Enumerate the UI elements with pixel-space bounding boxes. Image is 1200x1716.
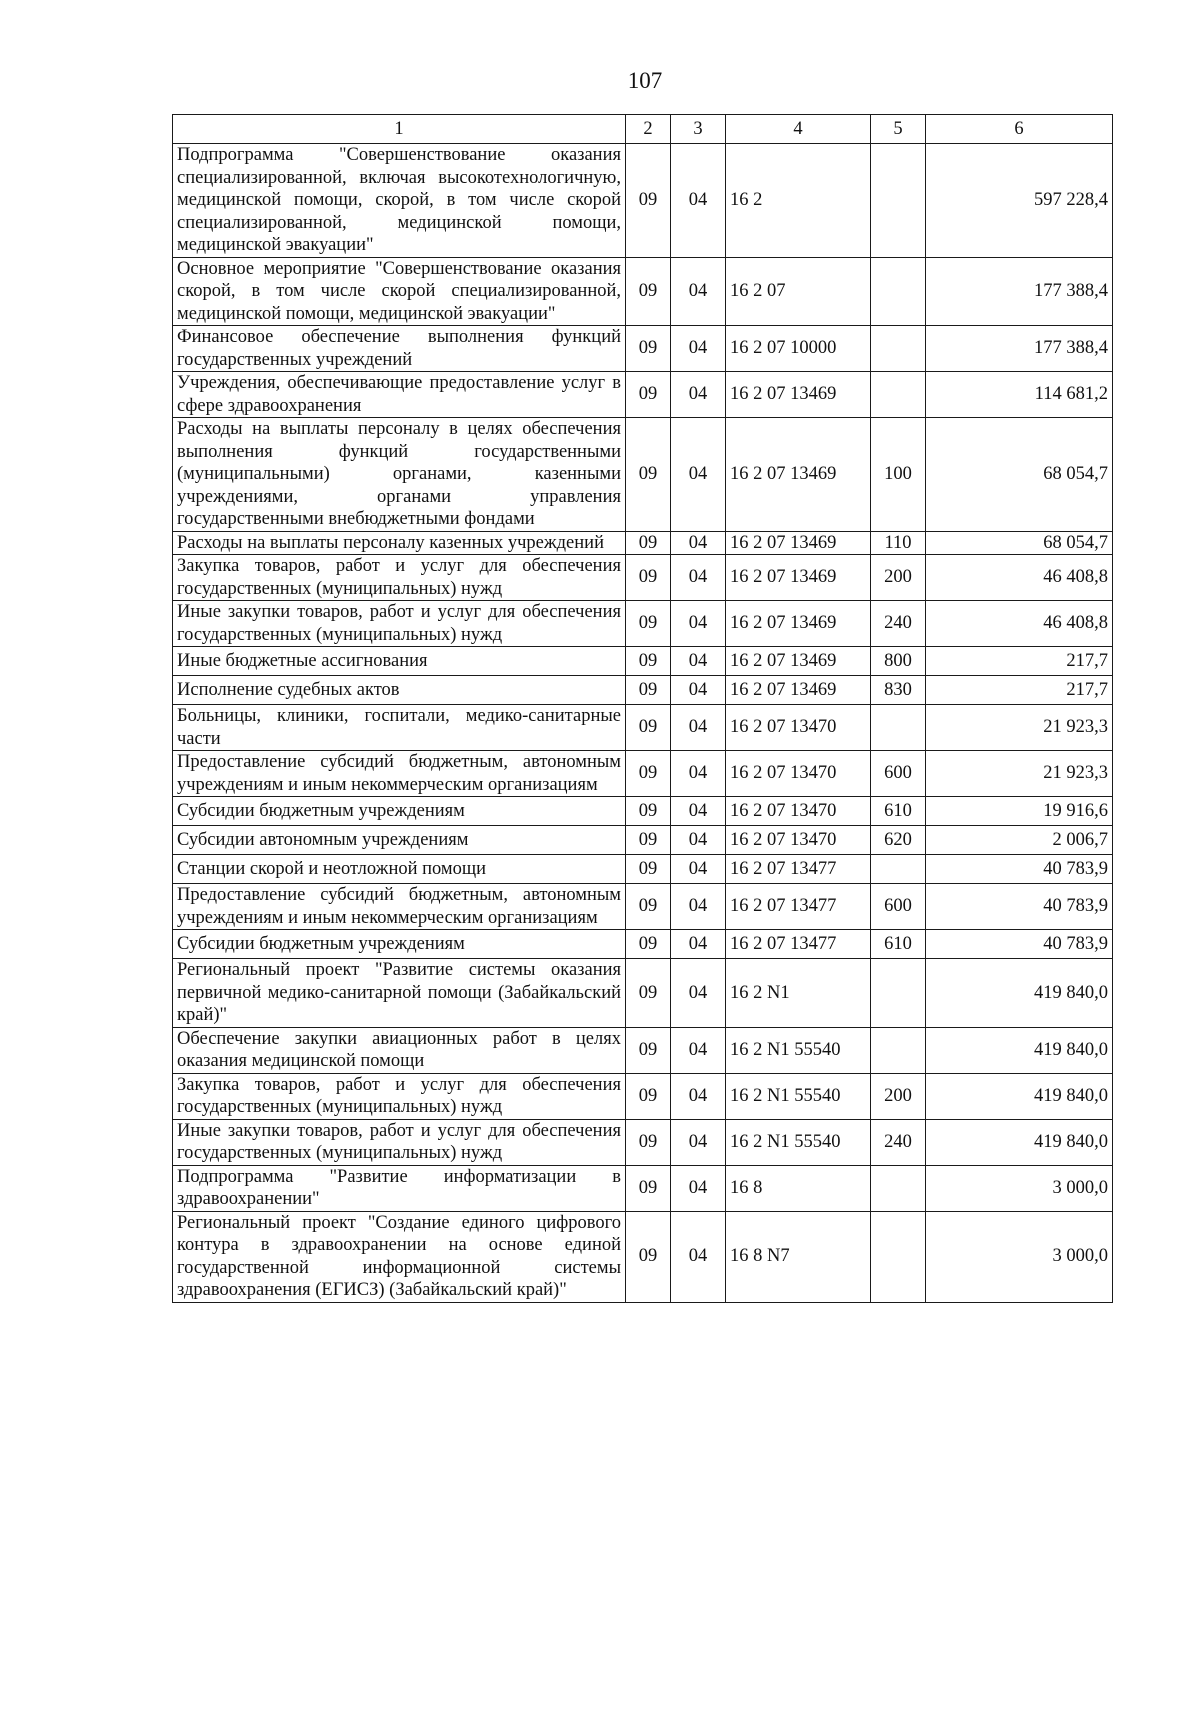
expense-type-cell: 240 [871,1119,926,1165]
section-code-cell: 09 [626,959,671,1028]
table-row [173,855,1113,884]
row-name-cell: Расходы на выплаты персоналу казенных учреждений [173,531,626,555]
subsection-code-cell: 04 [671,959,726,1028]
amount-cell: 21 923,3 [926,705,1113,751]
expense-type-cell [871,257,926,326]
section-code-cell: 09 [626,372,671,418]
section-code-cell: 09 [626,1119,671,1165]
amount-cell: 3 000,0 [926,1165,1113,1211]
table-row [173,1119,1113,1165]
expense-type-cell: 200 [871,555,926,601]
expense-type-cell [871,1027,926,1073]
table-row [173,959,1113,1028]
table-row [173,930,1113,959]
subsection-code-cell: 04 [671,826,726,855]
row-name-cell: Учреждения, обеспечивающие предоставление услуг в сфере здравоохранения [173,372,626,418]
target-article-cell: 16 2 07 13477 [726,855,871,884]
table-row [173,601,1113,647]
expense-type-cell: 600 [871,884,926,930]
subsection-code-cell: 04 [671,1165,726,1211]
target-article-cell: 16 2 07 13469 [726,372,871,418]
row-name-cell: Исполнение судебных актов [173,676,626,705]
column-header-1: 1 [173,115,626,144]
target-article-cell: 16 2 07 13470 [726,705,871,751]
column-header-3: 3 [671,115,726,144]
table-row [173,1027,1113,1073]
target-article-cell: 16 2 [726,144,871,258]
subsection-code-cell: 04 [671,705,726,751]
target-article-cell: 16 2 07 13469 [726,555,871,601]
section-code-cell: 09 [626,418,671,532]
expense-type-cell: 600 [871,751,926,797]
subsection-code-cell: 04 [671,531,726,555]
section-code-cell: 09 [626,797,671,826]
target-article-cell: 16 2 07 13470 [726,751,871,797]
subsection-code-cell: 04 [671,372,726,418]
row-name-cell: Иные закупки товаров, работ и услуг для обеспечения государственных (муниципальных) нужд [173,1119,626,1165]
subsection-code-cell: 04 [671,647,726,676]
table-row [173,1073,1113,1119]
subsection-code-cell: 04 [671,1073,726,1119]
table-row [173,372,1113,418]
row-name-cell: Иные бюджетные ассигнования [173,647,626,676]
header-row [173,115,1113,144]
target-article-cell: 16 8 N7 [726,1211,871,1302]
target-article-cell: 16 2 07 13469 [726,418,871,532]
section-code-cell: 09 [626,751,671,797]
section-code-cell: 09 [626,884,671,930]
amount-cell: 40 783,9 [926,855,1113,884]
table-row [173,257,1113,326]
section-code-cell: 09 [626,855,671,884]
row-name-cell: Субсидии бюджетным учреждениям [173,930,626,959]
subsection-code-cell: 04 [671,884,726,930]
target-article-cell: 16 2 N1 55540 [726,1073,871,1119]
row-name-cell: Больницы, клиники, госпитали, медико-санитарные части [173,705,626,751]
amount-cell: 419 840,0 [926,959,1113,1028]
amount-cell: 177 388,4 [926,257,1113,326]
subsection-code-cell: 04 [671,797,726,826]
section-code-cell: 09 [626,144,671,258]
table-row [173,647,1113,676]
row-name-cell: Подпрограмма "Развитие информатизации в здравоохранении" [173,1165,626,1211]
amount-cell: 217,7 [926,647,1113,676]
subsection-code-cell: 04 [671,855,726,884]
target-article-cell: 16 2 07 [726,257,871,326]
target-article-cell: 16 2 N1 [726,959,871,1028]
section-code-cell: 09 [626,705,671,751]
row-name-cell: Предоставление субсидий бюджетным, автономным учреждениям и иным некоммерческим организациям [173,884,626,930]
amount-cell: 21 923,3 [926,751,1113,797]
expense-type-cell: 800 [871,647,926,676]
section-code-cell: 09 [626,930,671,959]
table-header [173,115,1113,144]
section-code-cell: 09 [626,676,671,705]
amount-cell: 419 840,0 [926,1027,1113,1073]
amount-cell: 597 228,4 [926,144,1113,258]
section-code-cell: 09 [626,647,671,676]
subsection-code-cell: 04 [671,1119,726,1165]
expense-type-cell: 100 [871,418,926,532]
subsection-code-cell: 04 [671,751,726,797]
section-code-cell: 09 [626,1165,671,1211]
target-article-cell: 16 2 07 13469 [726,647,871,676]
section-code-cell: 09 [626,326,671,372]
amount-cell: 419 840,0 [926,1073,1113,1119]
expense-type-cell: 830 [871,676,926,705]
section-code-cell: 09 [626,826,671,855]
expense-type-cell: 200 [871,1073,926,1119]
expense-type-cell [871,144,926,258]
expense-type-cell: 240 [871,601,926,647]
expense-type-cell [871,855,926,884]
row-name-cell: Закупка товаров, работ и услуг для обеспечения государственных (муниципальных) нужд [173,555,626,601]
expense-type-cell: 610 [871,930,926,959]
row-name-cell: Финансовое обеспечение выполнения функций государственных учреждений [173,326,626,372]
amount-cell: 2 006,7 [926,826,1113,855]
row-name-cell: Субсидии автономным учреждениям [173,826,626,855]
table-row [173,884,1113,930]
amount-cell: 40 783,9 [926,930,1113,959]
row-name-cell: Обеспечение закупки авиационных работ в целях оказания медицинской помощи [173,1027,626,1073]
budget-table [172,114,1113,1303]
amount-cell: 419 840,0 [926,1119,1113,1165]
row-name-cell: Основное мероприятие "Совершенствование оказания скорой, в том числе скорой специализированной, медицинской помощи, медицинской эвакуации" [173,257,626,326]
subsection-code-cell: 04 [671,555,726,601]
expense-type-cell: 110 [871,531,926,555]
expense-type-cell [871,326,926,372]
column-header-2: 2 [626,115,671,144]
section-code-cell: 09 [626,1211,671,1302]
subsection-code-cell: 04 [671,257,726,326]
table-row [173,1165,1113,1211]
table-row [173,555,1113,601]
expense-type-cell [871,959,926,1028]
target-article-cell: 16 2 07 10000 [726,326,871,372]
subsection-code-cell: 04 [671,418,726,532]
row-name-cell: Субсидии бюджетным учреждениям [173,797,626,826]
subsection-code-cell: 04 [671,1027,726,1073]
table-body [173,144,1113,1303]
amount-cell: 40 783,9 [926,884,1113,930]
amount-cell: 177 388,4 [926,326,1113,372]
target-article-cell: 16 2 N1 55540 [726,1119,871,1165]
row-name-cell: Иные закупки товаров, работ и услуг для обеспечения государственных (муниципальных) нужд [173,601,626,647]
expense-type-cell: 610 [871,797,926,826]
target-article-cell: 16 2 07 13477 [726,930,871,959]
subsection-code-cell: 04 [671,601,726,647]
table-row [173,531,1113,555]
table-row [173,1211,1113,1302]
section-code-cell: 09 [626,531,671,555]
subsection-code-cell: 04 [671,326,726,372]
section-code-cell: 09 [626,257,671,326]
amount-cell: 114 681,2 [926,372,1113,418]
target-article-cell: 16 8 [726,1165,871,1211]
section-code-cell: 09 [626,555,671,601]
row-name-cell: Региональный проект "Создание единого цифрового контура в здравоохранении на основе единой государственной информационной системы здравоохранения (ЕГИСЗ) (Забайкальский край)" [173,1211,626,1302]
row-name-cell: Подпрограмма "Совершенствование оказания специализированной, включая высокотехнологичную, медицинской помощи, скорой, в том числе скорой специализированной, медицинской помощи, медицинской эвакуации" [173,144,626,258]
subsection-code-cell: 04 [671,144,726,258]
column-header-5: 5 [871,115,926,144]
table-row [173,326,1113,372]
table-row [173,144,1113,258]
target-article-cell: 16 2 07 13470 [726,797,871,826]
section-code-cell: 09 [626,601,671,647]
subsection-code-cell: 04 [671,676,726,705]
table-row [173,751,1113,797]
expense-type-cell [871,372,926,418]
amount-cell: 19 916,6 [926,797,1113,826]
page-number: 107 [627,68,663,93]
table-row [173,797,1113,826]
section-code-cell: 09 [626,1027,671,1073]
table-row [173,418,1113,532]
subsection-code-cell: 04 [671,930,726,959]
section-code-cell: 09 [626,1073,671,1119]
table-row [173,676,1113,705]
target-article-cell: 16 2 07 13469 [726,676,871,705]
row-name-cell: Закупка товаров, работ и услуг для обеспечения государственных (муниципальных) нужд [173,1073,626,1119]
expense-type-cell: 620 [871,826,926,855]
amount-cell: 46 408,8 [926,555,1113,601]
row-name-cell: Предоставление субсидий бюджетным, автономным учреждениям и иным некоммерческим организациям [173,751,626,797]
amount-cell: 68 054,7 [926,418,1113,532]
row-name-cell: Региональный проект "Развитие системы оказания первичной медико-санитарной помощи (Забайкальский край)" [173,959,626,1028]
expense-type-cell [871,1211,926,1302]
column-header-6: 6 [926,115,1113,144]
table-row [173,826,1113,855]
table-row [173,705,1113,751]
row-name-cell: Станции скорой и неотложной помощи [173,855,626,884]
target-article-cell: 16 2 07 13469 [726,601,871,647]
amount-cell: 46 408,8 [926,601,1113,647]
target-article-cell: 16 2 07 13469 [726,531,871,555]
amount-cell: 3 000,0 [926,1211,1113,1302]
amount-cell: 217,7 [926,676,1113,705]
row-name-cell: Расходы на выплаты персоналу в целях обеспечения выполнения функций государственными (муниципальными) органами, казенными учреждениями, органами управления государственными внебюджетными фондами [173,418,626,532]
subsection-code-cell: 04 [671,1211,726,1302]
expense-type-cell [871,705,926,751]
target-article-cell: 16 2 07 13470 [726,826,871,855]
expense-type-cell [871,1165,926,1211]
column-header-4: 4 [726,115,871,144]
target-article-cell: 16 2 N1 55540 [726,1027,871,1073]
target-article-cell: 16 2 07 13477 [726,884,871,930]
amount-cell: 68 054,7 [926,531,1113,555]
